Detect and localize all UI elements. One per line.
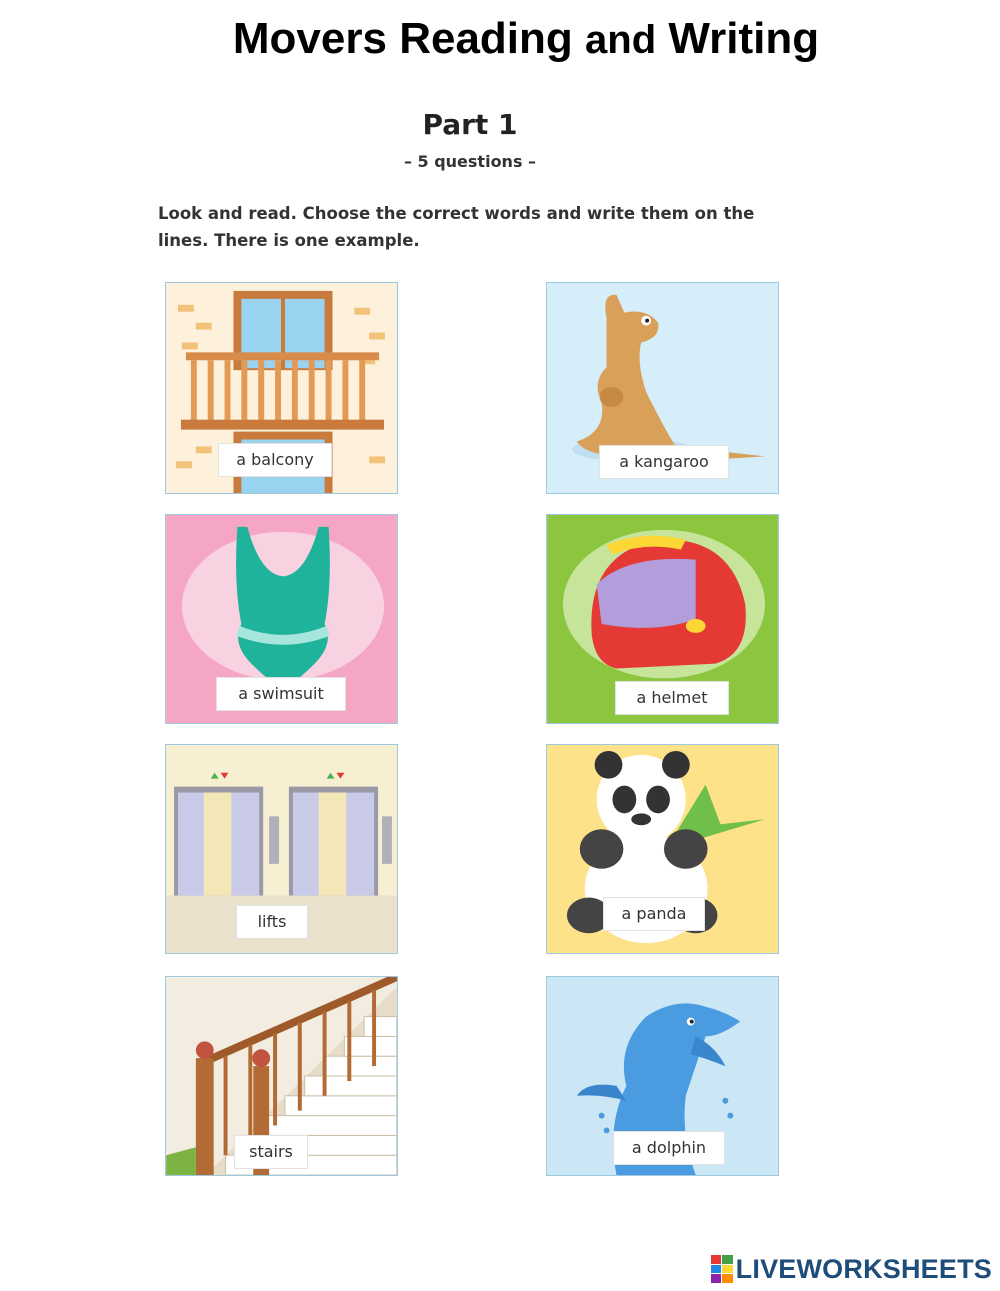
liveworksheets-icon bbox=[711, 1255, 733, 1283]
page-title bbox=[0, 14, 1000, 64]
part-title: Part 1 bbox=[422, 108, 518, 141]
card-balcony bbox=[165, 282, 398, 494]
logo-block bbox=[711, 1265, 722, 1274]
logo-block bbox=[722, 1274, 733, 1283]
card-label: stairs bbox=[234, 1135, 308, 1169]
card-label: a kangaroo bbox=[599, 445, 729, 479]
title-part-1: Movers Reading bbox=[232, 14, 573, 63]
card-label: lifts bbox=[236, 905, 308, 939]
card-panda bbox=[546, 744, 779, 954]
logo-block bbox=[722, 1255, 733, 1264]
card-label: a panda bbox=[603, 897, 705, 931]
card-label: a helmet bbox=[615, 681, 729, 715]
brand-name: LIVEWORKSHEETS bbox=[735, 1253, 992, 1284]
title-part-3: Writing bbox=[668, 14, 820, 63]
card-swimsuit bbox=[165, 514, 398, 724]
card-helmet bbox=[546, 514, 779, 724]
card-label: a swimsuit bbox=[216, 677, 346, 711]
card-dolphin bbox=[546, 976, 779, 1176]
card-kangaroo bbox=[546, 282, 779, 494]
logo-block bbox=[711, 1255, 722, 1264]
logo-block bbox=[722, 1265, 733, 1274]
card-stairs bbox=[165, 976, 398, 1176]
card-lifts bbox=[165, 744, 398, 954]
instructions-text: Look and read. Choose the correct words and write them on the lines. There is one example. bbox=[158, 204, 755, 250]
card-label: a dolphin bbox=[613, 1131, 725, 1165]
title-part-2: and bbox=[585, 18, 657, 62]
card-label: a balcony bbox=[218, 443, 332, 477]
part-subtitle: – 5 questions – bbox=[403, 152, 537, 171]
brand-logo bbox=[711, 1253, 992, 1285]
logo-block bbox=[711, 1274, 722, 1283]
